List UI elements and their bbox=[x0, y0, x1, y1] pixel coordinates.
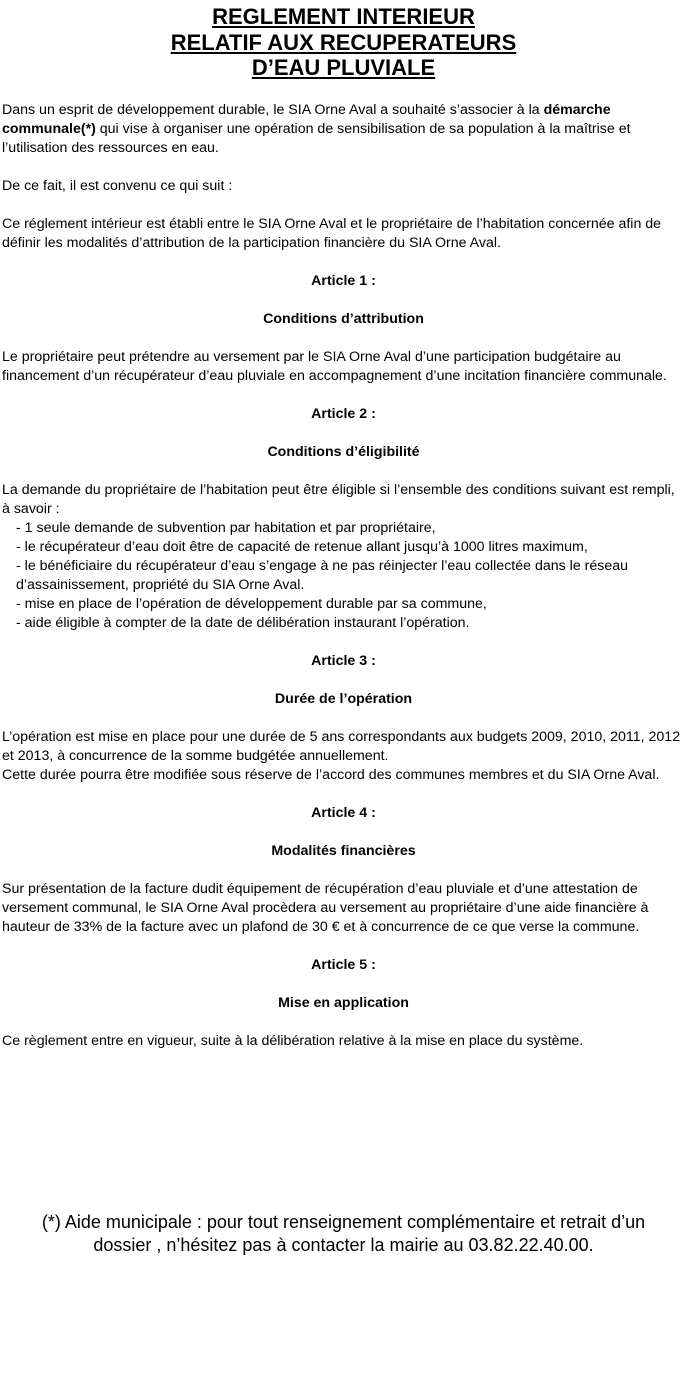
article-2-number: Article 2 : bbox=[311, 405, 376, 422]
article-2-body: La demande du propriétaire de l’habitation peut être éligible si l’ensemble des conditions suivant est rempli, à savoir : bbox=[2, 481, 675, 517]
article-4-number: Article 4 : bbox=[311, 804, 376, 821]
article-2-heading: Conditions d’éligibilité bbox=[267, 443, 420, 460]
intro-paragraph bbox=[0, 101, 687, 158]
footer-line-1: (*) Aide municipale : pour tout renseignement complémentaire et retrait d’un bbox=[41, 1212, 646, 1232]
article-5-number: Article 5 : bbox=[311, 956, 376, 973]
condition-item-4: - mise en place de l’opération de développement durable par sa commune, bbox=[16, 595, 487, 612]
article-4-heading: Modalités financières bbox=[271, 842, 416, 859]
article-3-heading: Durée de l’opération bbox=[274, 690, 413, 707]
intro-text-before: Dans un esprit de développement durable, le SIA Orne Aval a souhaité s’associer à la bbox=[2, 101, 544, 118]
title-line-1: REGLEMENT INTERIEUR bbox=[212, 4, 475, 29]
article-5-body: Ce règlement entre en vigueur, suite à la délibération relative à la mise en place du système. bbox=[2, 1032, 584, 1049]
intro-bold: démarche communale(*) bbox=[2, 101, 611, 137]
condition-item-3 bbox=[2, 557, 687, 595]
article-1-number: Article 1 : bbox=[311, 272, 376, 289]
footer-note bbox=[0, 1211, 687, 1257]
condition-item-5: - aide éligible à compter de la date de délibération instaurant l’opération. bbox=[16, 614, 470, 631]
article-2-conditions-list bbox=[0, 519, 687, 633]
footer-line-2: dossier , n’hésitez pas à contacter la mairie au 03.82.22.40.00. bbox=[93, 1235, 594, 1255]
article-3-body: L’opération est mise en place pour une durée de 5 ans correspondants aux budgets 2009, 2010, 2011, 2012 et 2013, à concurrence de la somme budgétée annuellement. bbox=[2, 728, 681, 764]
article-3-number: Article 3 : bbox=[311, 652, 376, 669]
condition-item-1: - 1 seule demande de subvention par habitation et par propriétaire, bbox=[16, 519, 436, 536]
document-title bbox=[0, 4, 687, 81]
article-5-heading: Mise en application bbox=[278, 994, 409, 1011]
article-3-body-2: Cette durée pourra être modifiée sous réserve de l’accord des communes membres et du SIA Orne Aval. bbox=[2, 766, 660, 783]
title-line-3: D’EAU PLUVIALE bbox=[251, 55, 436, 80]
convenu-paragraph: De ce fait, il est convenu ce qui suit : bbox=[2, 177, 233, 194]
intro-text-after: qui vise à organiser une opération de sensibilisation de sa population à la maîtrise et l’utilisation des ressources en eau. bbox=[2, 120, 631, 156]
condition-item-2: - le récupérateur d’eau doit être de capacité de retenue allant jusqu’à 1000 litres maximum, bbox=[16, 538, 588, 555]
article-1-heading: Conditions d’attribution bbox=[263, 310, 424, 327]
title-line-2: RELATIF AUX RECUPERATEURS bbox=[170, 29, 517, 55]
article-4-body: Sur présentation de la facture dudit équipement de récupération d’eau pluviale et d’une attestation de versement communal, le SIA Orne Aval procèdera au versement au propriétaire d’une aide financière à hauteur de 33% de la facture avec un plafond de 30 € et à concurrence de ce que verse la commune. bbox=[2, 880, 649, 935]
article-1-body: Le propriétaire peut prétendre au versement par le SIA Orne Aval d’une participation budgétaire au financement d’un récupérateur d’eau pluviale en accompagnement d’une incitation financière communale. bbox=[2, 348, 667, 384]
condition-item-3-text: - le bénéficiaire du récupérateur d’eau s’engage à ne pas réinjecter l’eau collectée dans le réseau d’assainissement, propriété du SIA Orne Aval. bbox=[16, 557, 629, 593]
preamble-paragraph: Ce réglement intérieur est établi entre le SIA Orne Aval et le propriétaire de l’habitation concernée afin de définir les modalités d’attribution de la participation financière du SIA Orne Aval. bbox=[2, 215, 662, 251]
